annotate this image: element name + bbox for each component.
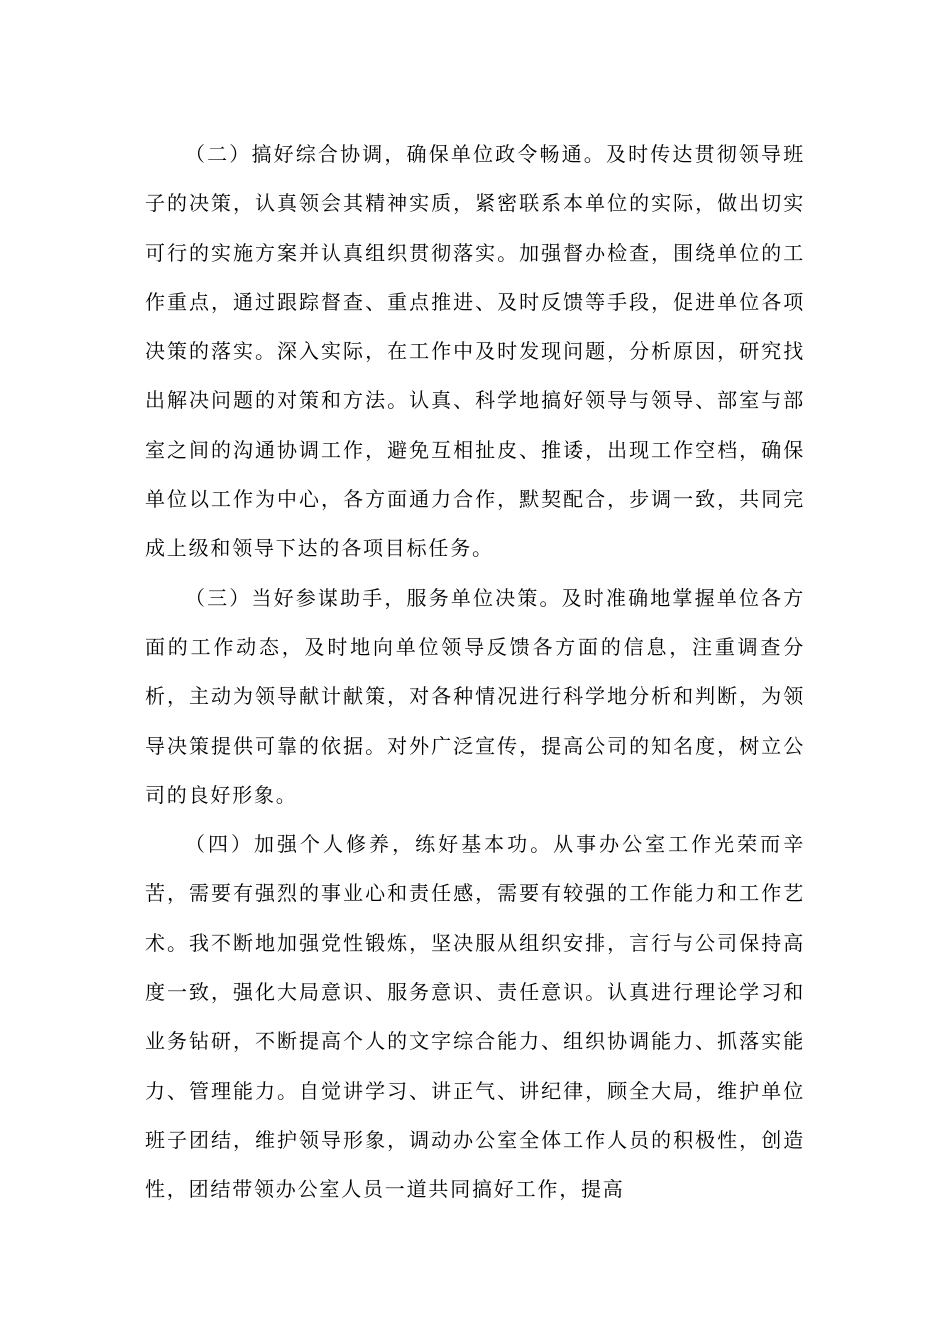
paragraph-coordination: （二）搞好综合协调，确保单位政令畅通。及时传达贯彻领导班子的决策，认真领会其精神实质，紧密联系本单位的实际，做出切实可行的实施方案并认真组织贯彻落实。加强督办检查，围绕单位的工作重点，通过跟踪督查、重点推进、及时反馈等手段，促进单位各项决策的落实。深入实际，在工作中及时发现问题，分析原因，研究找出解决问题的对策和方法。认真、科学地搞好领导与领导、部室与部室之间的沟通协调工作，避免互相扯皮、推诿，出现工作空档，确保单位以工作为中心，各方面通力合作，默契配合，步调一致，共同完成上级和领导下达的各项目标任务。 [145, 142, 805, 561]
paragraph-advisor: （三）当好参谋助手，服务单位决策。及时准确地掌握单位各方面的工作动态，及时地向单位领导反馈各方面的信息，注重调查分析，主动为领导献计献策，对各种情况进行科学地分析和判断，为领导决策提供可靠的依据。对外广泛宣传，提高公司的知名度，树立公司的良好形象。 [145, 585, 805, 807]
document-body [145, 130, 805, 1215]
paragraph-self-cultivation: （四）加强个人修养，练好基本功。从事办公室工作光荣而辛苦，需要有强烈的事业心和责任感，需要有较强的工作能力和工作艺术。我不断地加强党性锻炼，坚决服从组织安排，言行与公司保持高度一致，强化大局意识、服务意识、责任意识。认真进行理论学习和业务钻研，不断提高个人的文字综合能力、组织协调能力、抓落实能力、管理能力。自觉讲学习、讲正气、讲纪律，顾全大局，维护单位班子团结，维护领导形象，调动办公室全体工作人员的积极性，创造性，团结带领办公室人员一道共同搞好工作，提高 [145, 832, 805, 1202]
